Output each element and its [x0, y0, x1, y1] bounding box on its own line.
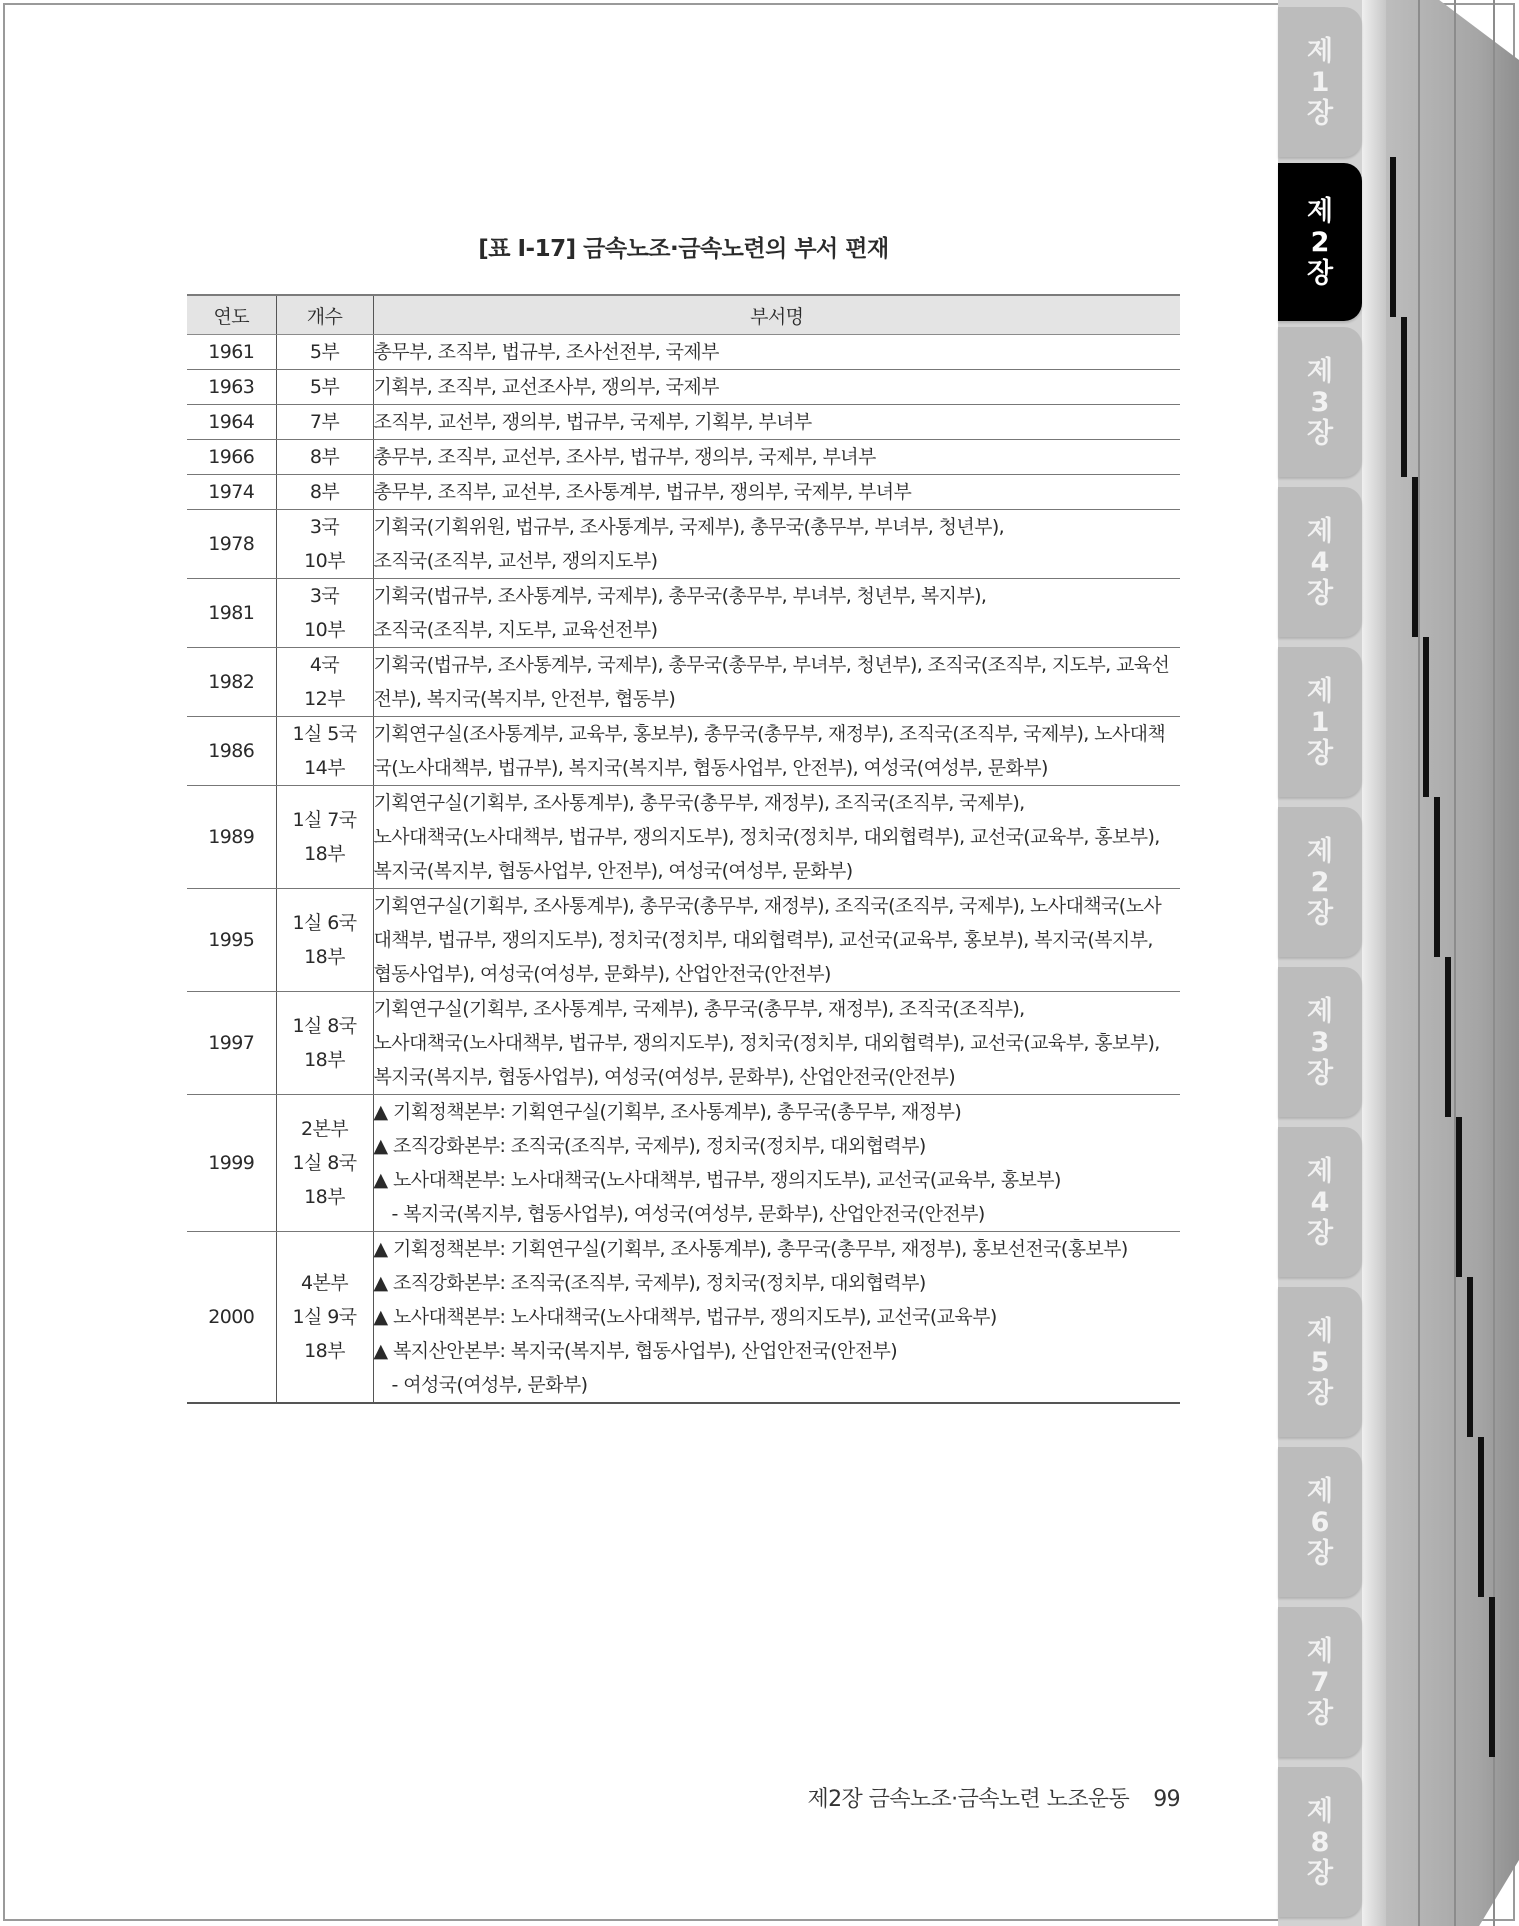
department-line: ▲ 조직강화본부: 조직국(조직부, 국제부), 정치국(정치부, 대외협력부) [373, 1272, 926, 1294]
department-line: 기획국(법규부, 조사통계부, 국제부), 총무국(총무부, 부녀부, 청년부, 복지부), [373, 585, 987, 607]
departments-cell [373, 579, 1180, 648]
table-row [187, 475, 1180, 510]
department-line: ▲ 노사대책본부: 노사대책국(노사대책부, 법규부, 쟁의지도부), 교선국(교육부, 홍보부) [373, 1169, 1061, 1191]
count-line: 8부 [309, 446, 340, 468]
count-cell [276, 335, 373, 370]
count-cell [276, 579, 373, 648]
departments-cell [373, 405, 1180, 440]
year-cell: 1986 [187, 717, 276, 786]
table-row [187, 648, 1180, 717]
edge-marker [1456, 1117, 1462, 1277]
departments-cell [373, 440, 1180, 475]
table-row [187, 335, 1180, 370]
count-cell [276, 475, 373, 510]
department-line: 협동사업부), 여성국(여성부, 문화부), 산업안전국(안전부) [373, 963, 831, 985]
edge-line [1418, 0, 1420, 1926]
edge-marker [1412, 477, 1418, 637]
department-line: 기획연구실(기획부, 조사통계부, 국제부), 총무국(총무부, 재정부), 조직국(조직부), [373, 998, 1025, 1020]
table-row [187, 440, 1180, 475]
table-row [187, 889, 1180, 992]
edge-marker [1434, 797, 1440, 957]
footer-chapter: 제2장 금속노조·금속노련 노조운동 [807, 1787, 1130, 1812]
header-count: 개수 [276, 295, 373, 335]
department-line: 기획국(법규부, 조사통계부, 국제부), 총무국(총무부, 부녀부, 청년부), 조직국(조직부, 지도부, 교육선 [373, 654, 1170, 676]
department-table [187, 294, 1180, 1404]
edge-marker [1445, 957, 1451, 1117]
department-line: 조직국(조직부, 지도부, 교육선전부) [373, 619, 658, 641]
count-cell [276, 510, 373, 579]
department-line: 총무부, 조직부, 법규부, 조사선전부, 국제부 [373, 341, 719, 363]
table-header-row [187, 295, 1180, 335]
chapter-tab-label: 제7장 [1306, 1635, 1334, 1729]
department-line: 조직부, 교선부, 쟁의부, 법규부, 국제부, 기획부, 부녀부 [373, 411, 812, 433]
table-row [187, 579, 1180, 648]
table-row [187, 405, 1180, 440]
chapter-tab-label: 제4장 [1306, 515, 1334, 609]
department-line: 총무부, 조직부, 교선부, 조사부, 법규부, 쟁의부, 국제부, 부녀부 [373, 446, 876, 468]
department-line: ▲ 복지산안본부: 복지국(복지부, 협동사업부), 산업안전국(안전부) [373, 1340, 898, 1362]
department-line: 기획국(기획위원, 법규부, 조사통계부, 국제부), 총무국(총무부, 부녀부, 청년부), [373, 516, 1005, 538]
count-line: 8부 [309, 481, 340, 503]
count-cell [276, 786, 373, 889]
count-cell [276, 1232, 373, 1404]
department-line: 노사대책국(노사대책부, 법규부, 쟁의지도부), 정치국(정치부, 대외협력부), 교선국(교육부, 홍보부), [373, 826, 1160, 848]
count-line: 2본부 [301, 1118, 348, 1140]
year-cell: 1961 [187, 335, 276, 370]
count-cell [276, 648, 373, 717]
department-line: ▲ 기획정책본부: 기획연구실(기획부, 조사통계부), 총무국(총무부, 재정부), 홍보선전국(홍보부) [373, 1238, 1128, 1260]
count-cell [276, 717, 373, 786]
department-line: 복지국(복지부, 협동사업부, 안전부), 여성국(여성부, 문화부) [373, 860, 853, 882]
count-cell [276, 405, 373, 440]
departments-cell [373, 717, 1180, 786]
chapter-tab-4[interactable] [1278, 487, 1362, 637]
department-line: 복지국(복지부, 협동사업부), 여성국(여성부, 문화부), 산업안전국(안전부) [373, 1066, 956, 1088]
chapter-tab-8[interactable] [1278, 1127, 1362, 1277]
book-edge [1386, 0, 1519, 1926]
department-line: 기획연구실(기획부, 조사통계부), 총무국(총무부, 재정부), 조직국(조직부, 국제부), 노사대책국(노사 [373, 895, 1162, 917]
year-cell: 2000 [187, 1232, 276, 1404]
chapter-tab-2[interactable] [1278, 163, 1362, 321]
chapter-tab-12[interactable] [1278, 1767, 1362, 1917]
chapter-tab-3[interactable] [1278, 327, 1362, 477]
count-line: 1실 9국 [292, 1306, 357, 1328]
year-cell: 1964 [187, 405, 276, 440]
chapter-tab-label: 제5장 [1306, 1315, 1334, 1409]
header-departments: 부서명 [373, 295, 1180, 335]
count-line: 12부 [304, 688, 345, 710]
department-line: 전부), 복지국(복지부, 안전부, 협동부) [373, 688, 676, 710]
year-cell: 1978 [187, 510, 276, 579]
count-cell [276, 440, 373, 475]
count-line: 1실 5국 [292, 723, 357, 745]
count-line: 10부 [304, 619, 345, 641]
year-cell: 1963 [187, 370, 276, 405]
count-cell [276, 889, 373, 992]
count-cell [276, 992, 373, 1095]
chapter-tab-5[interactable] [1278, 647, 1362, 797]
year-cell: 1982 [187, 648, 276, 717]
chapter-tab-9[interactable] [1278, 1287, 1362, 1437]
year-cell: 1981 [187, 579, 276, 648]
department-line: - 여성국(여성부, 문화부) [391, 1374, 588, 1396]
count-line: 3국 [309, 585, 340, 607]
edge-line [1454, 0, 1456, 1926]
table-row [187, 717, 1180, 786]
table-row [187, 510, 1180, 579]
chapter-tab-label: 제3장 [1306, 355, 1334, 449]
department-line: - 복지국(복지부, 협동사업부), 여성국(여성부, 문화부), 산업안전국(안전부) [391, 1203, 985, 1225]
departments-cell [373, 335, 1180, 370]
year-cell: 1966 [187, 440, 276, 475]
department-line: ▲ 조직강화본부: 조직국(조직부, 국제부), 정치국(정치부, 대외협력부) [373, 1135, 926, 1157]
departments-cell [373, 889, 1180, 992]
table-title: [표 Ⅰ-17] 금속노조·금속노련의 부서 편재 [478, 236, 889, 262]
count-line: 18부 [304, 946, 345, 968]
departments-cell [373, 992, 1180, 1095]
count-line: 4본부 [301, 1272, 348, 1294]
count-line: 4국 [309, 654, 340, 676]
edge-marker [1478, 1437, 1484, 1597]
table-row [187, 370, 1180, 405]
departments-cell [373, 786, 1180, 889]
count-line: 3국 [309, 516, 340, 538]
count-cell [276, 370, 373, 405]
chapter-tab-label: 제6장 [1306, 1475, 1334, 1569]
year-cell: 1995 [187, 889, 276, 992]
year-cell: 1989 [187, 786, 276, 889]
chapter-tab-label: 제8장 [1306, 1795, 1334, 1889]
department-line: 기획부, 조직부, 교선조사부, 쟁의부, 국제부 [373, 376, 719, 398]
department-line: ▲ 기획정책본부: 기획연구실(기획부, 조사통계부), 총무국(총무부, 재정부) [373, 1101, 962, 1123]
count-line: 18부 [304, 843, 345, 865]
departments-cell [373, 1095, 1180, 1232]
department-line: ▲ 노사대책본부: 노사대책국(노사대책부, 법규부, 쟁의지도부), 교선국(교육부) [373, 1306, 997, 1328]
count-line: 5부 [309, 376, 340, 398]
header-year: 연도 [187, 295, 276, 335]
table-row [187, 1232, 1180, 1404]
chapter-tab-11[interactable] [1278, 1607, 1362, 1757]
count-line: 10부 [304, 550, 345, 572]
departments-cell [373, 475, 1180, 510]
count-cell [276, 1095, 373, 1232]
page-footer [700, 1782, 1180, 1813]
chapter-tab-7[interactable] [1278, 967, 1362, 1117]
count-line: 18부 [304, 1049, 345, 1071]
chapter-tab-stack [1278, 0, 1519, 1926]
chapter-tab-label: 제1장 [1306, 35, 1334, 129]
chapter-tab-label: 제2장 [1306, 195, 1334, 289]
department-line: 기획연구실(조사통계부, 교육부, 홍보부), 총무국(총무부, 재정부), 조직국(조직부, 국제부), 노사대책 [373, 723, 1166, 745]
count-line: 7부 [309, 411, 340, 433]
count-line: 1실 8국 [292, 1015, 357, 1037]
table-row [187, 1095, 1180, 1232]
departments-cell [373, 648, 1180, 717]
edge-marker [1489, 1597, 1495, 1757]
year-cell: 1974 [187, 475, 276, 510]
chapter-tab-6[interactable] [1278, 807, 1362, 957]
department-line: 노사대책국(노사대책부, 법규부, 쟁의지도부), 정치국(정치부, 대외협력부), 교선국(교육부, 홍보부), [373, 1032, 1160, 1054]
chapter-tab-label: 제1장 [1306, 675, 1334, 769]
chapter-tab-label: 제2장 [1306, 835, 1334, 929]
count-line: 1실 7국 [292, 809, 357, 831]
department-line: 기획연구실(기획부, 조사통계부), 총무국(총무부, 재정부), 조직국(조직부, 국제부), [373, 792, 1025, 814]
chapter-tab-10[interactable] [1278, 1447, 1362, 1597]
count-line: 5부 [309, 341, 340, 363]
departments-cell [373, 1232, 1180, 1404]
departments-cell [373, 510, 1180, 579]
chapter-tab-label: 제4장 [1306, 1155, 1334, 1249]
edge-marker [1423, 637, 1429, 797]
year-cell: 1999 [187, 1095, 276, 1232]
count-line: 1실 6국 [292, 912, 357, 934]
department-line: 국(노사대책부, 법규부), 복지국(복지부, 협동사업부, 안전부), 여성국(여성부, 문화부) [373, 757, 1048, 779]
table-row [187, 786, 1180, 889]
department-line: 대책부, 법규부, 쟁의지도부), 정치국(정치부, 대외협력부), 교선국(교육부, 홍보부), 복지국(복지부, [373, 929, 1153, 951]
edge-marker [1390, 157, 1396, 317]
edge-marker [1401, 317, 1407, 477]
page-number: 99 [1153, 1787, 1180, 1812]
count-line: 14부 [304, 757, 345, 779]
count-line: 1실 8국 [292, 1152, 357, 1174]
count-line: 18부 [304, 1340, 345, 1362]
count-line: 18부 [304, 1186, 345, 1208]
chapter-tab-1[interactable] [1278, 7, 1362, 157]
department-line: 총무부, 조직부, 교선부, 조사통계부, 법규부, 쟁의부, 국제부, 부녀부 [373, 481, 912, 503]
edge-marker [1467, 1277, 1473, 1437]
year-cell: 1997 [187, 992, 276, 1095]
table-row [187, 992, 1180, 1095]
department-line: 조직국(조직부, 교선부, 쟁의지도부) [373, 550, 658, 572]
departments-cell [373, 370, 1180, 405]
book-edge-slab [1362, 0, 1386, 1926]
chapter-tab-label: 제3장 [1306, 995, 1334, 1089]
